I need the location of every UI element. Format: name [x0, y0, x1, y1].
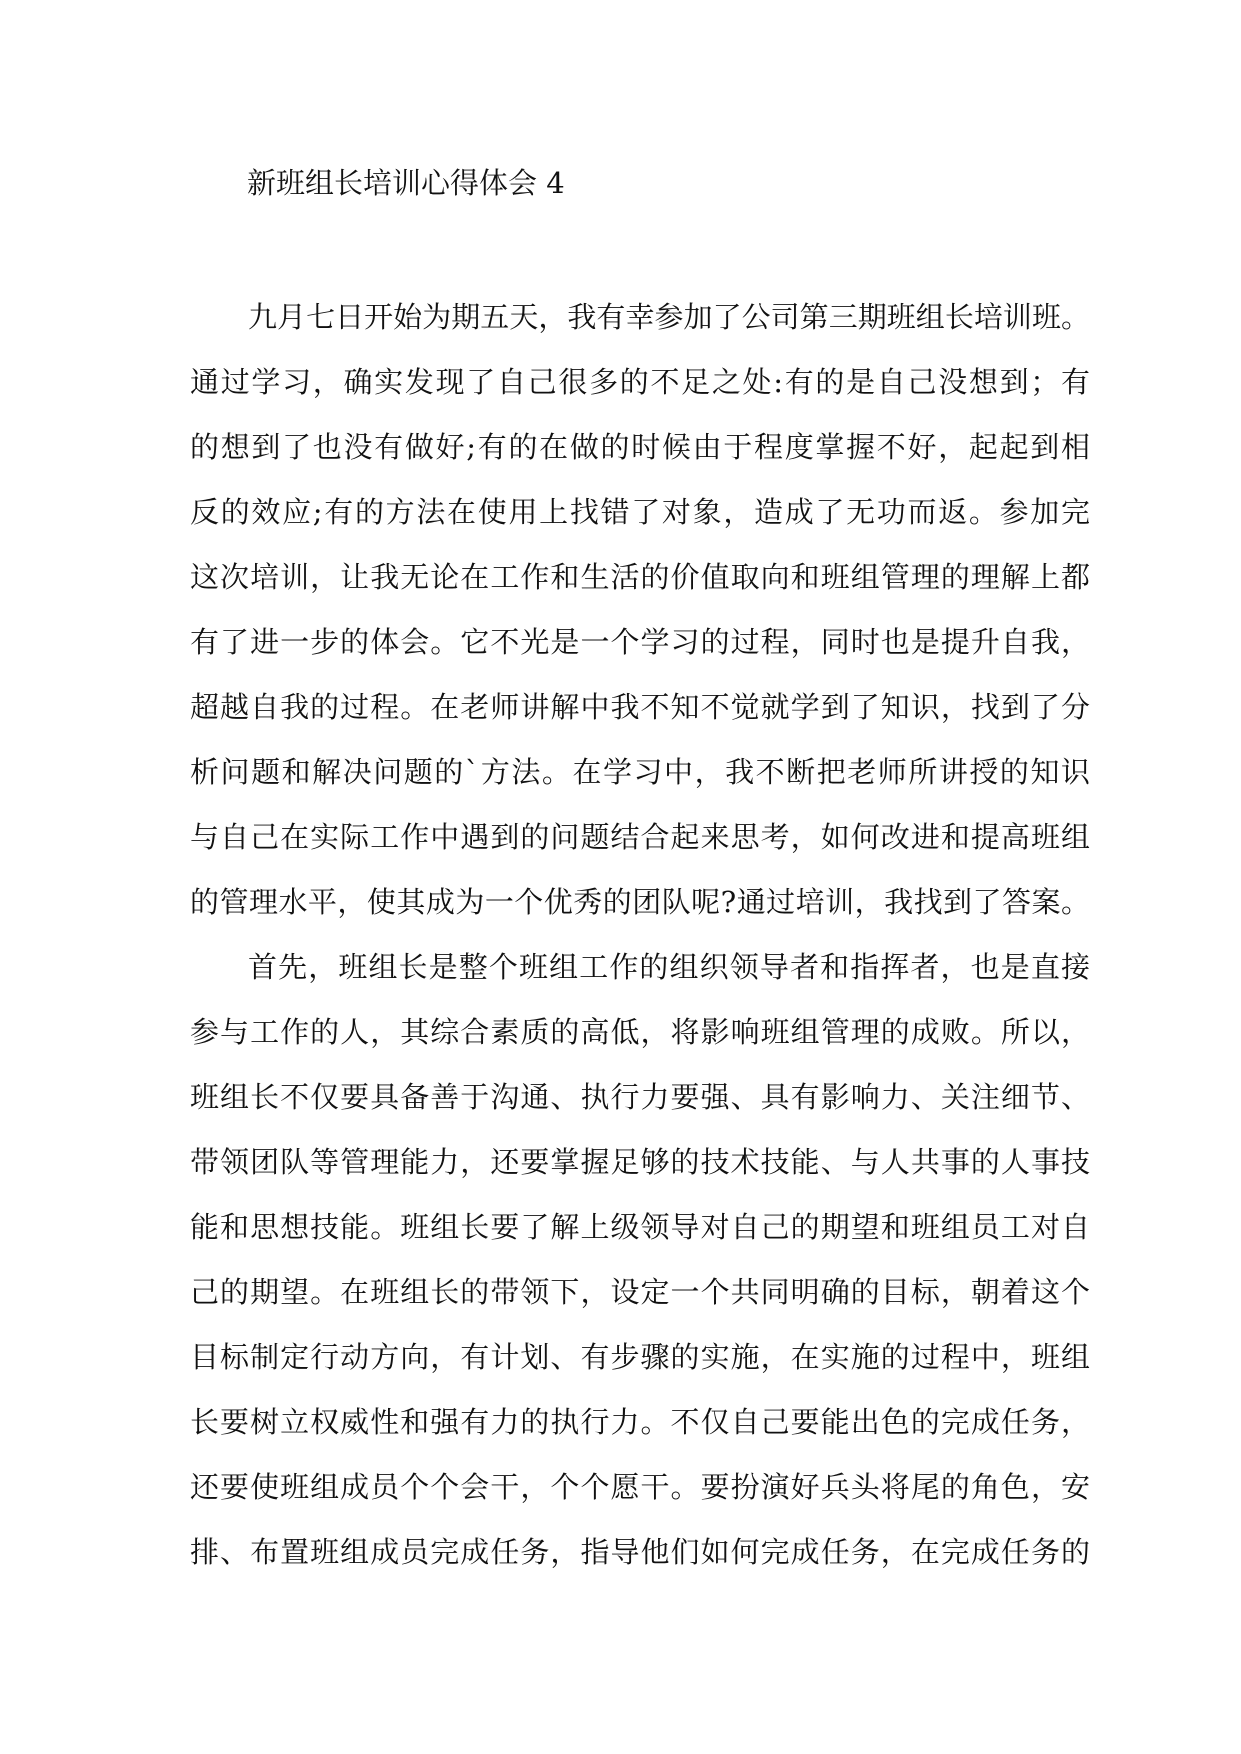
text-line: 参与工作的人，其综合素质的高低，将影响班组管理的成败。所以， — [190, 1015, 1090, 1049]
text-line: 反的效应;有的方法在使用上找错了对象，造成了无功而返。参加完 — [190, 495, 1090, 529]
text-line: 通过学习，确实发现了自己很多的不足之处:有的是自己没想到；有 — [190, 365, 1090, 399]
text-line: 首先，班组长是整个班组工作的组织领导者和指挥者，也是直接 — [248, 950, 1090, 984]
text-line: 排、布置班组成员完成任务，指导他们如何完成任务，在完成任务的 — [190, 1535, 1090, 1569]
text-line: 的想到了也没有做好;有的在做的时候由于程度掌握不好，起起到相 — [190, 430, 1090, 464]
text-line: 班组长不仅要具备善于沟通、执行力要强、具有影响力、关注细节、 — [190, 1080, 1090, 1114]
paragraph — [190, 935, 1090, 1585]
text-line: 目标制定行动方向，有计划、有步骤的实施，在实施的过程中，班组 — [190, 1340, 1090, 1374]
text-line: 九月七日开始为期五天，我有幸参加了公司第三期班组长培训班。 — [248, 300, 1090, 334]
text-line: 己的期望。在班组长的带领下，设定一个共同明确的目标，朝着这个 — [190, 1275, 1090, 1309]
text-line: 超越自我的过程。在老师讲解中我不知不觉就学到了知识，找到了分 — [190, 690, 1090, 724]
document-body — [190, 285, 1090, 1585]
text-line: 与自己在实际工作中遇到的问题结合起来思考，如何改进和提高班组 — [190, 820, 1090, 854]
paragraph — [190, 285, 1090, 935]
text-line: 长要树立权威性和强有力的执行力。不仅自己要能出色的完成任务， — [190, 1405, 1090, 1439]
text-line: 这次培训，让我无论在工作和生活的价值取向和班组管理的理解上都 — [190, 560, 1090, 594]
text-line: 的管理水平，使其成为一个优秀的团队呢?通过培训，我找到了答案。 — [190, 885, 1090, 919]
text-line: 析问题和解决问题的`方法。在学习中，我不断把老师所讲授的知识 — [190, 755, 1090, 789]
text-line: 能和思想技能。班组长要了解上级领导对自己的期望和班组员工对自 — [190, 1210, 1090, 1244]
text-line: 带领团队等管理能力，还要掌握足够的技术技能、与人共事的人事技 — [190, 1145, 1090, 1179]
text-line: 还要使班组成员个个会干，个个愿干。要扮演好兵头将尾的角色，安 — [190, 1470, 1090, 1504]
text-line: 有了进一步的体会。它不光是一个学习的过程，同时也是提升自我， — [190, 625, 1090, 659]
document-title: 新班组长培训心得体会 4 — [247, 166, 565, 200]
